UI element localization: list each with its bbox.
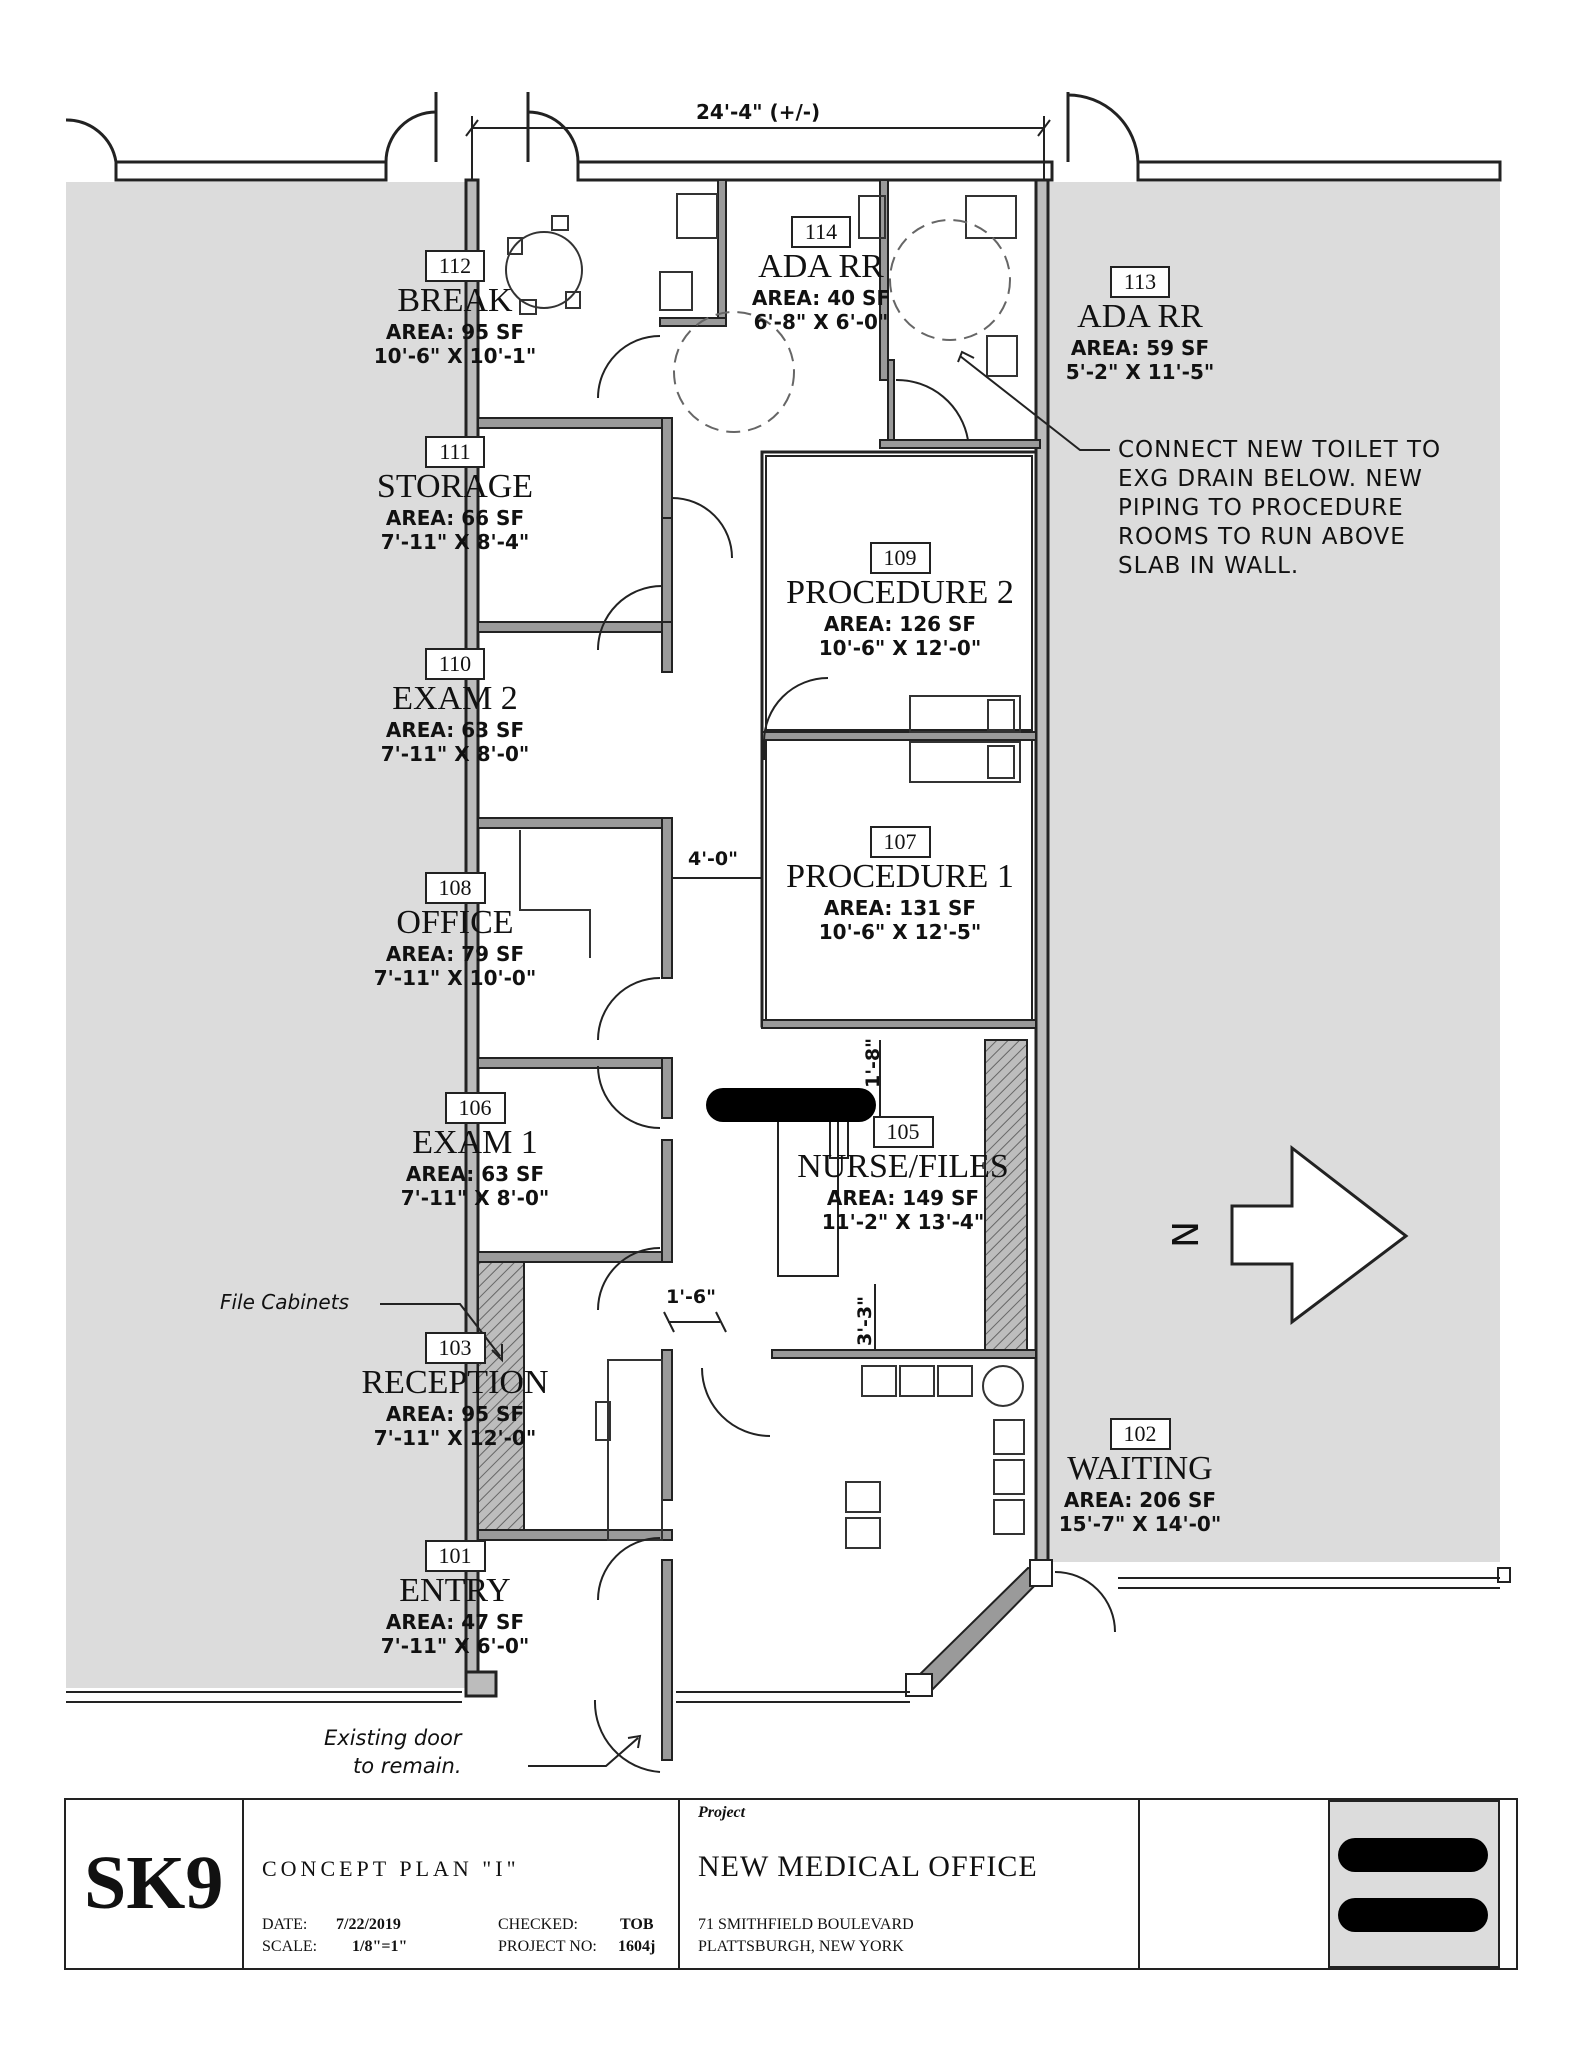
room-size: 6'-8" X 6'-0" bbox=[753, 310, 889, 334]
dimension-corridor: 4'-0" bbox=[688, 848, 739, 870]
room-area: AREA: 63 SF bbox=[385, 718, 525, 742]
room-size: 10'-6" X 10'-1" bbox=[373, 344, 537, 368]
scale-label: SCALE: bbox=[262, 1938, 318, 1955]
room-size: 10'-6" X 12'-5" bbox=[818, 920, 982, 944]
room-name: EXAM 1 bbox=[412, 1124, 538, 1161]
title-block-sheet-cell bbox=[66, 1800, 244, 1968]
room-size: 7'-11" X 6'-0" bbox=[380, 1634, 530, 1658]
room-name: WAITING bbox=[1067, 1450, 1213, 1487]
toilet-note-line: CONNECT NEW TOILET TO bbox=[1118, 437, 1442, 463]
room-label-109 bbox=[780, 542, 1020, 660]
room-label-112 bbox=[355, 250, 555, 368]
dimension-nurse-gap: 1'-8" bbox=[862, 1037, 885, 1089]
title-block bbox=[64, 1798, 1518, 1970]
room-name: ADA RR bbox=[758, 248, 884, 285]
room-area: AREA: 66 SF bbox=[385, 506, 525, 530]
existing-door-note bbox=[324, 1724, 462, 1780]
room-area: AREA: 40 SF bbox=[751, 286, 891, 310]
room-number: 109 bbox=[870, 542, 931, 574]
project-label: Project bbox=[698, 1804, 746, 1821]
room-number: 105 bbox=[873, 1116, 934, 1148]
room-size: 7'-11" X 8'-0" bbox=[380, 742, 530, 766]
project-address-2: PLATTSBURGH, NEW YORK bbox=[698, 1938, 904, 1955]
title-block-project-cell bbox=[678, 1800, 1140, 1968]
room-area: AREA: 47 SF bbox=[385, 1610, 525, 1634]
existing-door-note-line: to remain. bbox=[353, 1754, 462, 1778]
room-name: ENTRY bbox=[399, 1572, 511, 1609]
title-block-plan-cell bbox=[242, 1800, 680, 1968]
room-number: 111 bbox=[425, 436, 484, 468]
room-size: 7'-11" X 12'-0" bbox=[373, 1426, 537, 1450]
room-size: 5'-2" X 11'-5" bbox=[1065, 360, 1215, 384]
checked-value: TOB bbox=[620, 1916, 654, 1933]
room-area: AREA: 63 SF bbox=[405, 1162, 545, 1186]
adjacent-space-right bbox=[1045, 182, 1500, 1562]
room-label-110 bbox=[355, 648, 555, 766]
procedure-divider bbox=[762, 732, 1036, 740]
room-name: STORAGE bbox=[376, 468, 534, 505]
project-name: NEW MEDICAL OFFICE bbox=[698, 1850, 1038, 1883]
project-address-1: 71 SMITHFIELD BOULEVARD bbox=[698, 1916, 914, 1933]
room-size: 7'-11" X 8'-0" bbox=[400, 1186, 550, 1210]
room-name: NURSE/FILES bbox=[797, 1148, 1009, 1185]
room-size: 7'-11" X 10'-0" bbox=[373, 966, 537, 990]
toilet-note-line: ROOMS TO RUN ABOVE bbox=[1118, 524, 1406, 550]
room-name: BREAK bbox=[397, 282, 513, 319]
room-number: 107 bbox=[870, 826, 931, 858]
room-number: 110 bbox=[425, 648, 485, 680]
room-name: PROCEDURE 2 bbox=[786, 574, 1014, 611]
room-label-107 bbox=[780, 826, 1020, 944]
room-number: 103 bbox=[425, 1332, 486, 1364]
room-label-101 bbox=[355, 1540, 555, 1658]
file-cabinets-note: File Cabinets bbox=[220, 1290, 349, 1314]
room-area: AREA: 95 SF bbox=[385, 1402, 525, 1426]
room-area: AREA: 206 SF bbox=[1063, 1488, 1217, 1512]
dimension-reception-wall: 1'-6" bbox=[666, 1286, 717, 1308]
entry-angled-wall bbox=[906, 1560, 1052, 1696]
room-label-105 bbox=[788, 1116, 1018, 1234]
toilet-note-line: EXG DRAIN BELOW. NEW bbox=[1118, 466, 1423, 492]
project-no-label: PROJECT NO: bbox=[498, 1938, 597, 1955]
dimension-nurse-counter: 3'-3" bbox=[854, 1295, 877, 1347]
room-size: 10'-6" X 12'-0" bbox=[818, 636, 982, 660]
room-size: 11'-2" X 13'-4" bbox=[821, 1210, 985, 1234]
room-size: 15'-7" X 14'-0" bbox=[1058, 1512, 1222, 1536]
architect-stamp bbox=[1328, 1800, 1500, 1968]
procedure-lower-wall bbox=[762, 1020, 1036, 1028]
toilet-note-line: PIPING TO PROCEDURE bbox=[1118, 495, 1404, 521]
room-number: 101 bbox=[425, 1540, 486, 1572]
room-number: 102 bbox=[1110, 1418, 1171, 1450]
room-name: OFFICE bbox=[396, 904, 514, 941]
room-name: RECEPTION bbox=[361, 1364, 549, 1401]
scale-value: 1/8"=1" bbox=[352, 1938, 408, 1955]
room-area: AREA: 79 SF bbox=[385, 942, 525, 966]
room-area: AREA: 59 SF bbox=[1070, 336, 1210, 360]
room-label-106 bbox=[375, 1092, 575, 1210]
room-label-108 bbox=[355, 872, 555, 990]
room-area: AREA: 131 SF bbox=[823, 896, 977, 920]
room-label-102 bbox=[1040, 1418, 1240, 1536]
checked-label: CHECKED: bbox=[498, 1916, 578, 1933]
date-label: DATE: bbox=[262, 1916, 308, 1933]
toilet-note bbox=[1118, 436, 1441, 581]
room-number: 113 bbox=[1110, 266, 1170, 298]
north-label: N bbox=[1162, 1221, 1204, 1248]
plan-title: CONCEPT PLAN "I" bbox=[262, 1856, 520, 1881]
room-number: 112 bbox=[425, 250, 485, 282]
toilet-note-line: SLAB IN WALL. bbox=[1118, 553, 1300, 579]
room-size: 7'-11" X 8'-4" bbox=[380, 530, 530, 554]
overall-dimension: 24'-4" (+/-) bbox=[696, 100, 821, 124]
redaction-mark bbox=[1338, 1898, 1488, 1932]
room-label-113 bbox=[1030, 266, 1250, 384]
room-number: 108 bbox=[425, 872, 486, 904]
redaction-mark bbox=[1338, 1838, 1488, 1872]
room-area: AREA: 126 SF bbox=[823, 612, 977, 636]
project-no-value: 1604j bbox=[618, 1938, 656, 1955]
room-label-103 bbox=[355, 1332, 555, 1450]
sheet-id: SK9 bbox=[84, 1841, 224, 1925]
room-name: ADA RR bbox=[1077, 298, 1203, 335]
room-number: 106 bbox=[445, 1092, 506, 1124]
room-name: PROCEDURE 1 bbox=[786, 858, 1014, 895]
room-area: AREA: 95 SF bbox=[385, 320, 525, 344]
room-area: AREA: 149 SF bbox=[826, 1186, 980, 1210]
room-label-114 bbox=[738, 216, 904, 334]
existing-door-note-line: Existing door bbox=[324, 1726, 462, 1750]
room-label-111 bbox=[355, 436, 555, 554]
room-number: 114 bbox=[791, 216, 851, 248]
room-name: EXAM 2 bbox=[392, 680, 518, 717]
date-value: 7/22/2019 bbox=[336, 1916, 401, 1933]
